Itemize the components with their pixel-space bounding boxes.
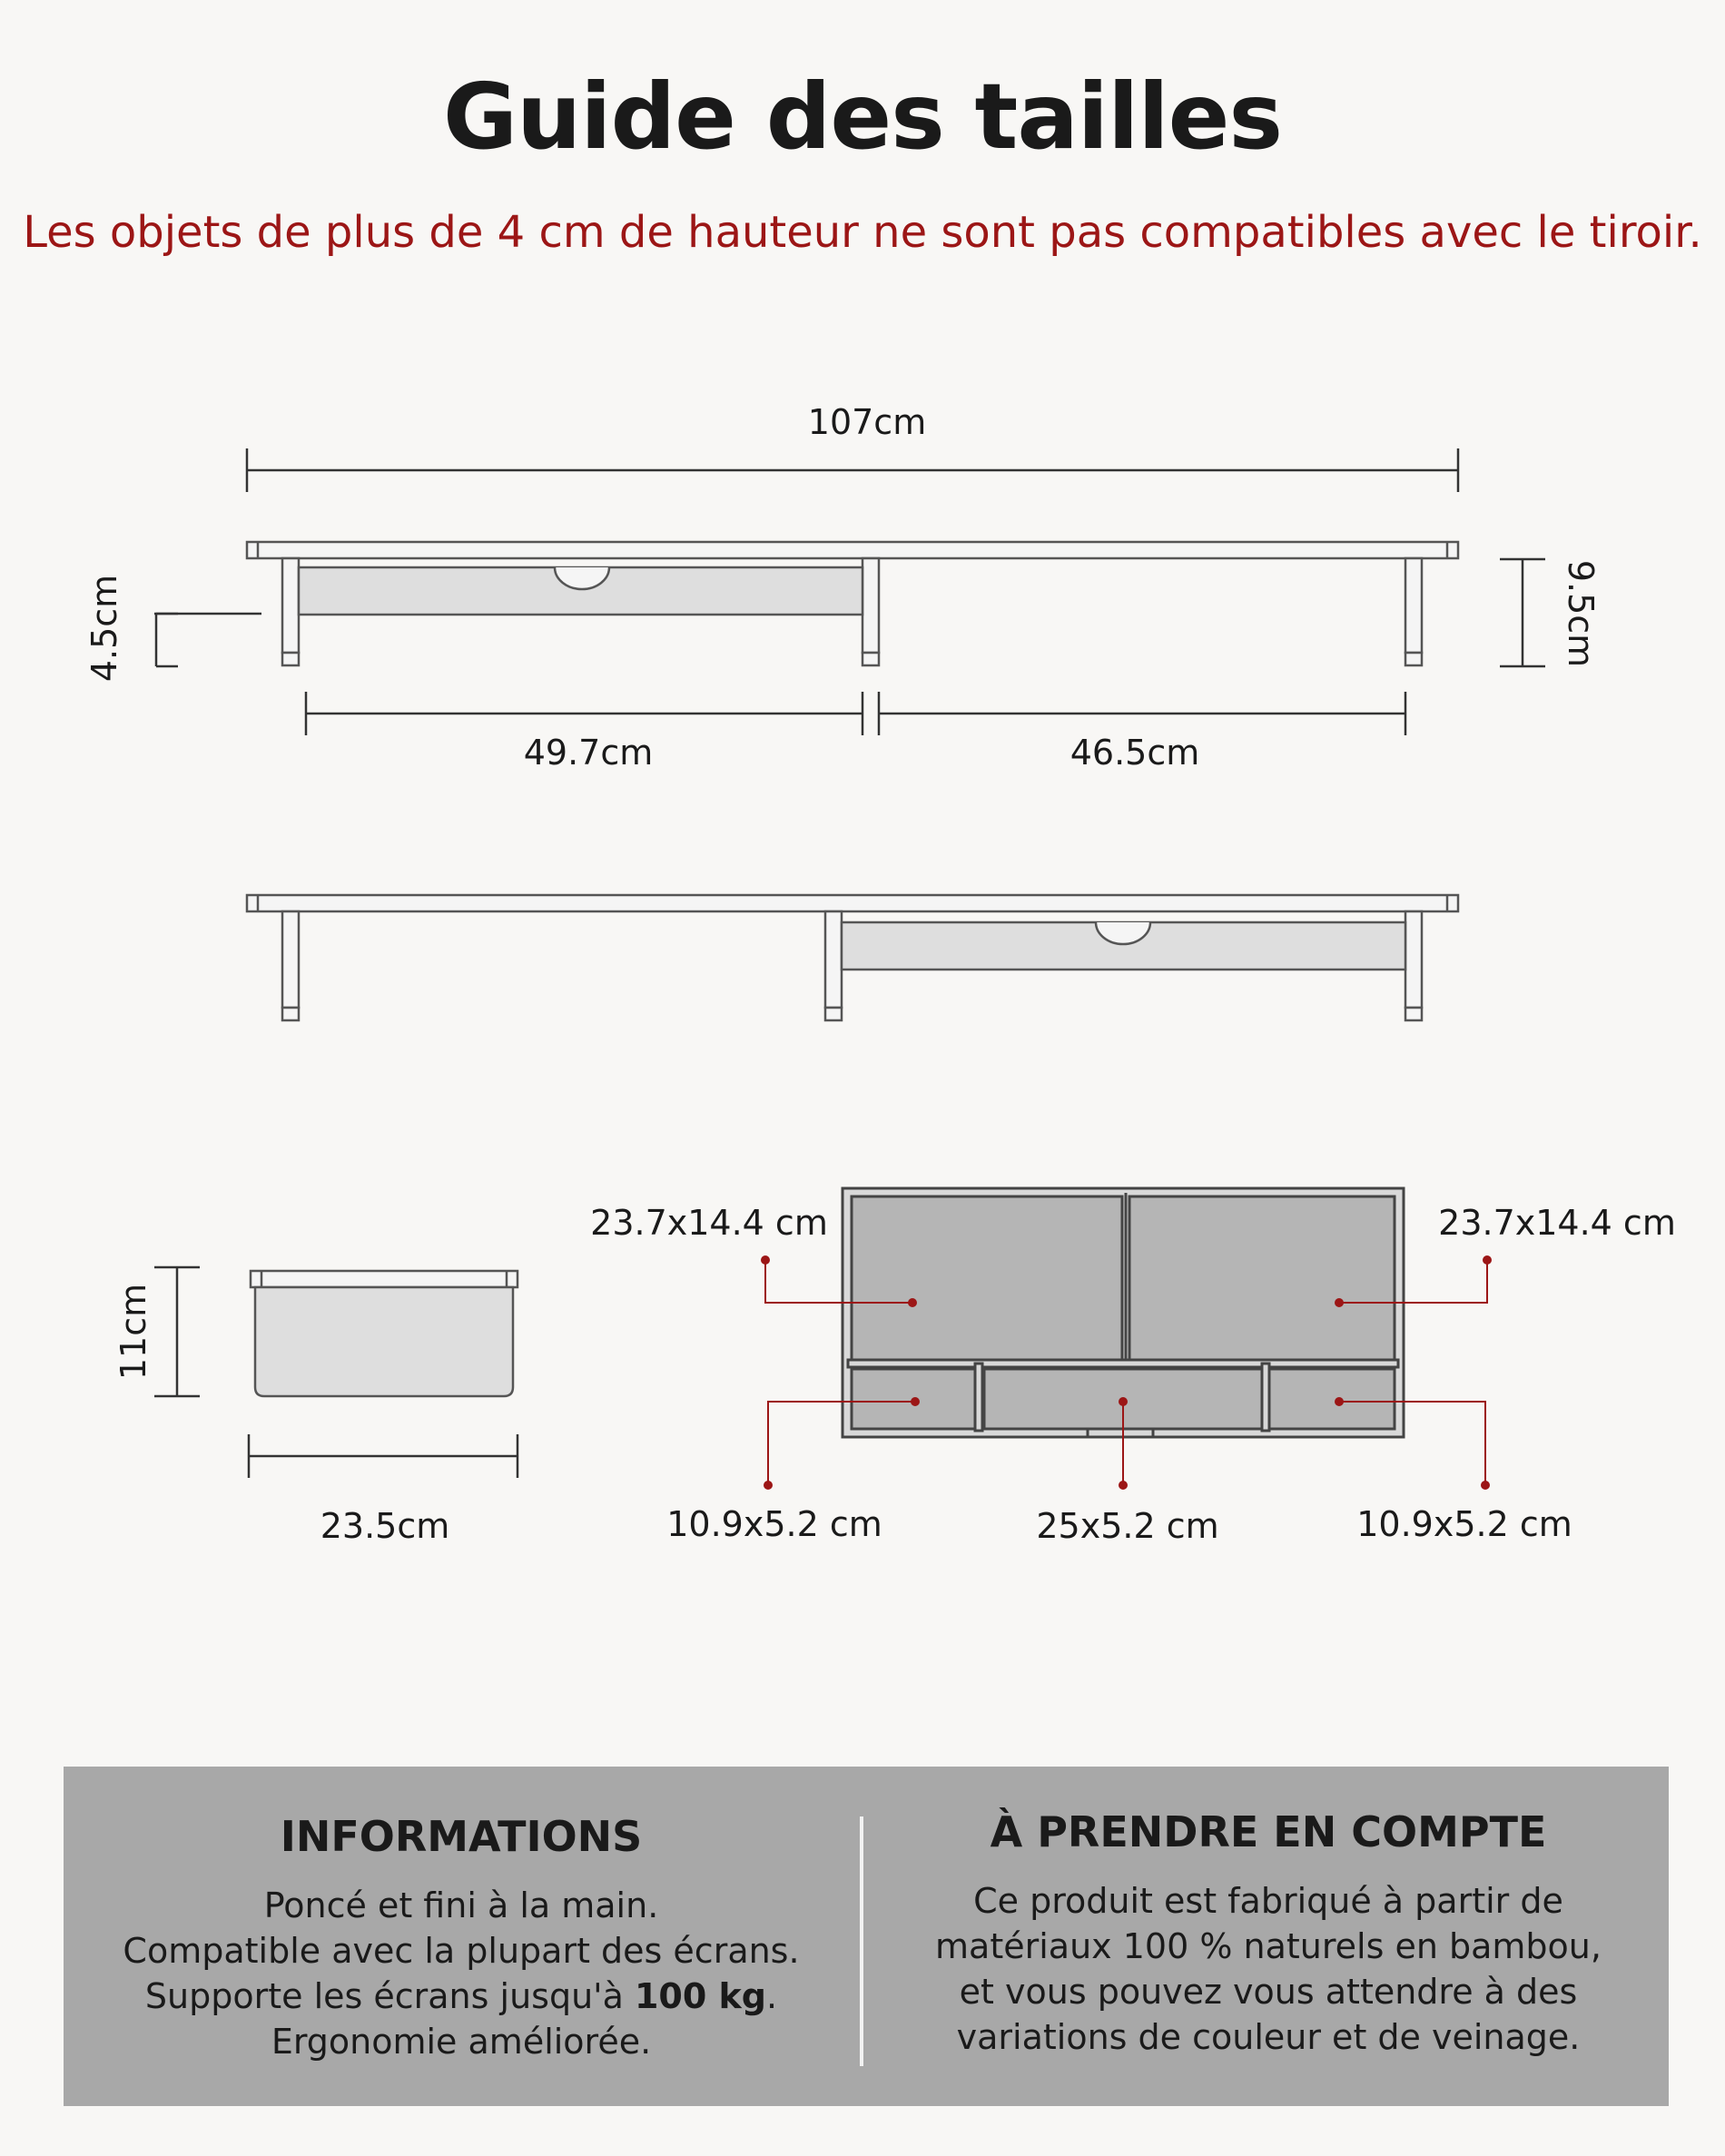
weight-prefix: Supporte les écrans jusqu'à [144, 1976, 635, 2016]
info-line-weight [64, 1974, 859, 2019]
compartment-bottom-left-label: 10.9x5.2 cm [666, 1504, 882, 1544]
drawer-height-label: 4.5cm [84, 574, 124, 683]
info-line: Compatible avec la plupart des écrans. [123, 1931, 800, 1971]
informations-heading: INFORMATIONS [280, 1812, 643, 1861]
page-title: Guide des tailles [443, 64, 1282, 170]
info-panel [64, 1767, 1669, 2106]
total-width-label: 107cm [807, 402, 927, 442]
compartment-bottom-right-label: 10.9x5.2 cm [1356, 1504, 1572, 1544]
right-span-label: 46.5cm [1070, 733, 1200, 773]
notice-line: et vous pouvez vous attendre à des [959, 1972, 1578, 2012]
total-height-label: 9.5cm [1561, 559, 1601, 668]
left-span-label: 49.7cm [523, 733, 654, 773]
drawer-height-warning: Les objets de plus de 4 cm de hauteur ne sont pas compatibles avec le tiroir. [23, 207, 1702, 258]
drawer-side-view [154, 1267, 518, 1478]
notice-line: matériaux 100 % naturels en bambou, [935, 1926, 1602, 1966]
notice-line: variations de couleur et de veinage. [956, 2017, 1581, 2057]
compartment-top-right-label: 23.7x14.4 cm [1438, 1203, 1676, 1243]
info-line: Ergonomie améliorée. [271, 2022, 652, 2062]
notice-line: Ce produit est fabriqué à partir de [973, 1881, 1563, 1921]
compartment-bottom-center-label: 25x5.2 cm [1036, 1506, 1219, 1546]
notice-column [868, 1767, 1669, 2106]
weight-value: 100 kg [634, 1976, 767, 2016]
drawer-side-height-label: 11cm [113, 1283, 153, 1381]
front-view-left-drawer [154, 448, 1545, 735]
notice-heading: À PRENDRE EN COMPTE [990, 1807, 1547, 1856]
informations-column [64, 1767, 859, 2106]
panel-divider [860, 1816, 863, 2066]
weight-suffix: . [766, 1976, 778, 2016]
info-line: Poncé et fini à la main. [263, 1885, 659, 1925]
compartment-top-left-label: 23.7x14.4 cm [590, 1203, 828, 1243]
drawer-side-width-label: 23.5cm [320, 1506, 450, 1546]
front-view-right-drawer [247, 895, 1458, 1020]
